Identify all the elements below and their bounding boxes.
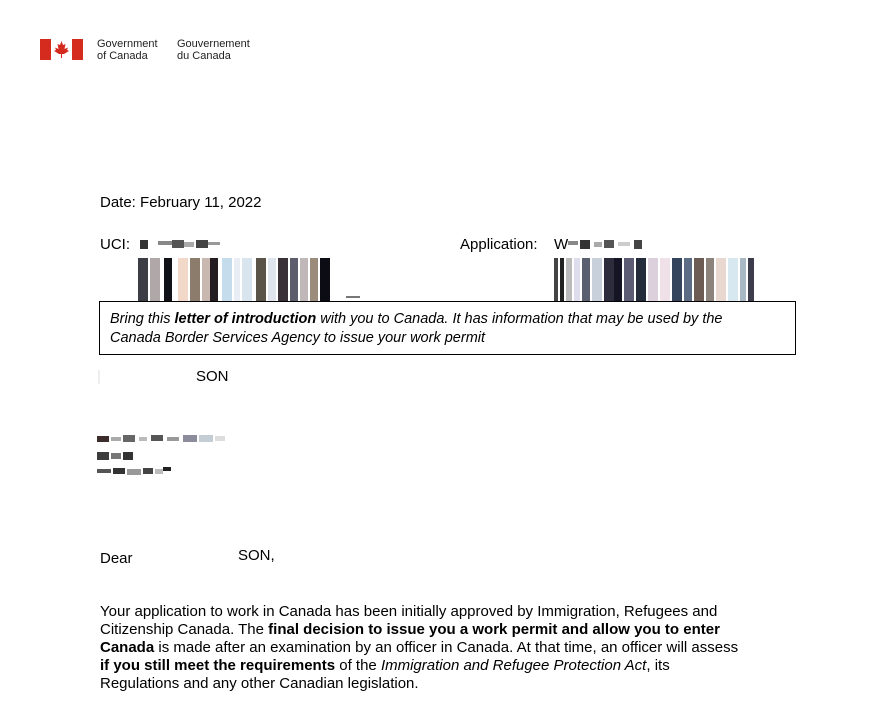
notice-text-part1: Bring this bbox=[110, 311, 175, 327]
para-2a: Citizenship Canada. The bbox=[100, 621, 269, 638]
para-4c: Immigration and Refugee Protection Act bbox=[380, 657, 647, 674]
gov-fr-line2: du Canada bbox=[177, 50, 231, 62]
canada-flag-icon bbox=[40, 39, 83, 60]
application-prefix: W bbox=[554, 236, 569, 253]
date-line bbox=[100, 194, 262, 212]
paragraph-line-4 bbox=[100, 657, 800, 675]
notice-line-2: Canada Border Services Agency to issue your work permit bbox=[110, 330, 486, 346]
approval-paragraph bbox=[100, 603, 800, 693]
para-4b: of the bbox=[335, 657, 381, 674]
notice-line-1 bbox=[110, 310, 795, 329]
para-3a: Canada bbox=[100, 639, 155, 656]
paragraph-line-5: Regulations and any other Canadian legislation. bbox=[100, 675, 419, 692]
barcode-application-redacted bbox=[554, 258, 754, 301]
notice-text-bold: letter of introduction bbox=[174, 311, 317, 327]
uci-label: UCI: bbox=[100, 236, 130, 253]
uci-redacted bbox=[140, 238, 226, 250]
gouvernement-du-canada-wordmark bbox=[177, 38, 250, 62]
paragraph-line-2 bbox=[100, 621, 800, 639]
date-label: Date: bbox=[100, 194, 136, 211]
para-3b: is made after an examination by an officer in Canada. At that time, an officer will assess bbox=[154, 639, 739, 656]
gov-fr-line1: Gouvernement bbox=[177, 38, 250, 50]
gov-en-line1: Government bbox=[97, 38, 158, 50]
application-number-redacted bbox=[568, 238, 644, 250]
dear-label: Dear bbox=[100, 550, 133, 567]
notice-text-part2: with you to Canada. It has information that may be used by the bbox=[316, 311, 723, 327]
dear-name: SON, bbox=[238, 547, 275, 564]
recipient-address-redacted bbox=[97, 432, 229, 480]
paragraph-line-1: Your application to work in Canada has been initially approved by Immigration, Refugees and bbox=[100, 603, 718, 620]
separator-redacted bbox=[346, 296, 360, 300]
recipient-name-redacted bbox=[98, 370, 100, 384]
para-2b: final decision to issue you a work permit and allow you to enter bbox=[268, 621, 720, 638]
recipient-name: SON bbox=[196, 368, 229, 385]
date-value: February 11, 2022 bbox=[140, 194, 262, 211]
barcode-uci-redacted bbox=[138, 258, 332, 301]
letter-of-introduction-notice bbox=[99, 301, 796, 355]
para-4a: if you still meet the requirements bbox=[100, 657, 336, 674]
paragraph-line-3 bbox=[100, 639, 800, 657]
government-of-canada-wordmark bbox=[97, 38, 158, 62]
para-4d: , its bbox=[646, 657, 670, 674]
application-label: Application: bbox=[460, 236, 538, 253]
gov-en-line2: of Canada bbox=[97, 50, 148, 62]
